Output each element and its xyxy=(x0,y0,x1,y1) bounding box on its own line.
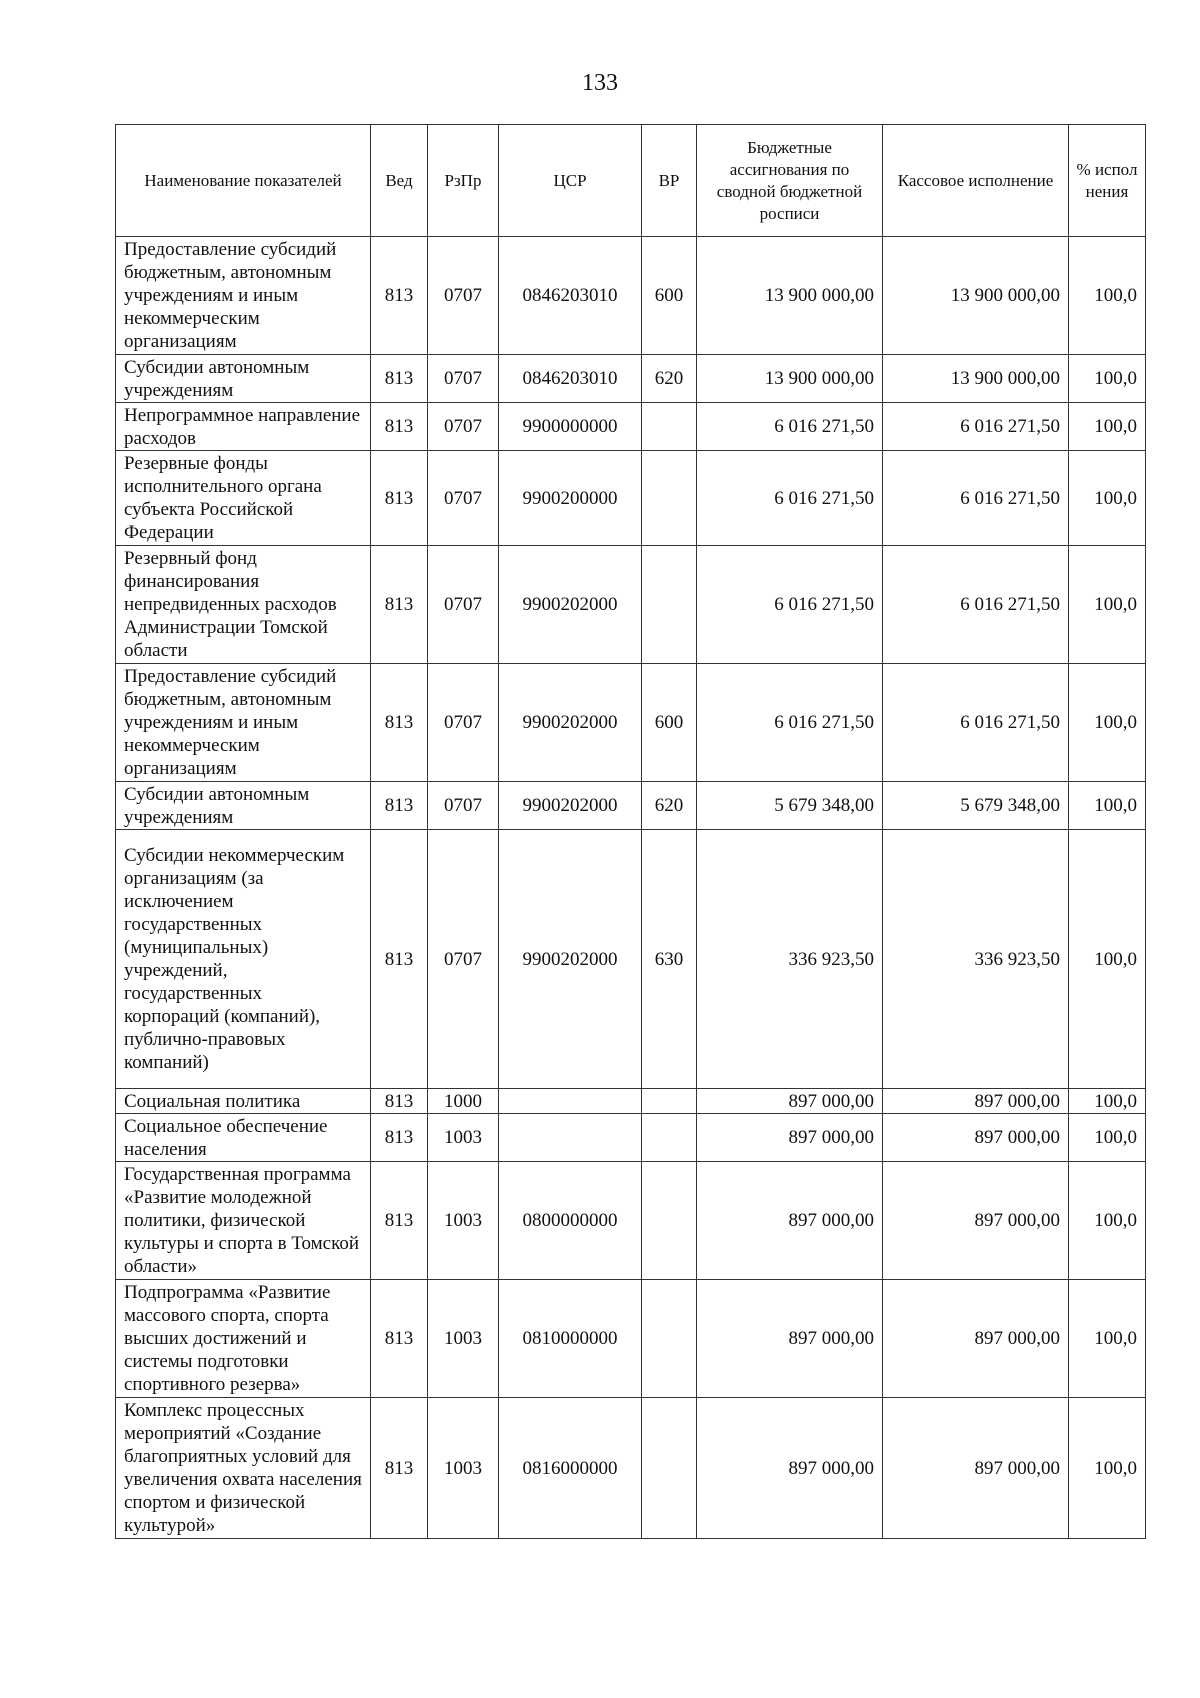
row-cash: 897 000,00 xyxy=(883,1114,1069,1162)
row-budget: 6 016 271,50 xyxy=(697,451,883,546)
row-vr xyxy=(642,1089,697,1114)
row-pct: 100,0 xyxy=(1069,1280,1146,1398)
row-pct: 100,0 xyxy=(1069,664,1146,782)
row-vr xyxy=(642,1398,697,1539)
budget-execution-table xyxy=(115,124,1146,1539)
row-vr xyxy=(642,1162,697,1280)
row-rzpr: 0707 xyxy=(428,237,499,355)
row-budget: 336 923,50 xyxy=(697,830,883,1089)
row-rzpr: 1003 xyxy=(428,1114,499,1162)
row-ved: 813 xyxy=(371,1162,428,1280)
row-name: Непрограммное направление расходов xyxy=(116,403,371,451)
row-csr: 9900202000 xyxy=(499,830,642,1089)
row-cash: 6 016 271,50 xyxy=(883,403,1069,451)
row-budget: 897 000,00 xyxy=(697,1089,883,1114)
row-name: Предоставление субсидий бюджетным, автономным учреждениям и иным некоммерческим организациям xyxy=(116,237,371,355)
header-row xyxy=(116,125,1146,237)
table-row xyxy=(116,1089,1146,1114)
row-vr: 600 xyxy=(642,237,697,355)
row-ved: 813 xyxy=(371,782,428,830)
row-pct: 100,0 xyxy=(1069,1089,1146,1114)
row-budget: 6 016 271,50 xyxy=(697,403,883,451)
row-cash: 6 016 271,50 xyxy=(883,664,1069,782)
row-csr: 0800000000 xyxy=(499,1162,642,1280)
row-budget: 13 900 000,00 xyxy=(697,237,883,355)
row-csr: 9900202000 xyxy=(499,664,642,782)
row-rzpr: 0707 xyxy=(428,546,499,664)
table-row xyxy=(116,830,1146,1089)
row-budget: 13 900 000,00 xyxy=(697,355,883,403)
header-ved: Вед xyxy=(371,125,428,237)
row-rzpr: 0707 xyxy=(428,355,499,403)
row-cash: 897 000,00 xyxy=(883,1089,1069,1114)
row-rzpr: 0707 xyxy=(428,664,499,782)
row-name: Субсидии автономным учреждениям xyxy=(116,355,371,403)
row-pct: 100,0 xyxy=(1069,782,1146,830)
row-name: Социальная политика xyxy=(116,1089,371,1114)
table-row xyxy=(116,1162,1146,1280)
row-budget: 897 000,00 xyxy=(697,1162,883,1280)
table-row xyxy=(116,1398,1146,1539)
table-row xyxy=(116,403,1146,451)
row-csr: 0846203010 xyxy=(499,237,642,355)
row-csr xyxy=(499,1089,642,1114)
row-name: Государственная программа «Развитие молодежной политики, физической культуры и спорта в Томской области» xyxy=(116,1162,371,1280)
table-row xyxy=(116,355,1146,403)
row-pct: 100,0 xyxy=(1069,403,1146,451)
table-row xyxy=(116,1114,1146,1162)
table-row xyxy=(116,1280,1146,1398)
row-pct: 100,0 xyxy=(1069,1162,1146,1280)
row-name: Субсидии некоммерческим организациям (за исключением государственных (муниципальных) учреждений, государственных корпораций (компаний), публично-правовых компаний) xyxy=(116,830,371,1089)
row-budget: 897 000,00 xyxy=(697,1280,883,1398)
row-vr xyxy=(642,1114,697,1162)
row-cash: 897 000,00 xyxy=(883,1280,1069,1398)
row-pct: 100,0 xyxy=(1069,237,1146,355)
row-budget: 897 000,00 xyxy=(697,1398,883,1539)
row-ved: 813 xyxy=(371,830,428,1089)
row-csr: 9900200000 xyxy=(499,451,642,546)
row-cash: 6 016 271,50 xyxy=(883,546,1069,664)
row-ved: 813 xyxy=(371,451,428,546)
row-rzpr: 0707 xyxy=(428,782,499,830)
row-cash: 336 923,50 xyxy=(883,830,1069,1089)
row-name: Резервные фонды исполнительного органа субъекта Российской Федерации xyxy=(116,451,371,546)
row-name: Субсидии автономным учреждениям xyxy=(116,782,371,830)
header-budget: Бюджетные ассигнования по сводной бюджетной росписи xyxy=(697,125,883,237)
row-ved: 813 xyxy=(371,1398,428,1539)
row-rzpr: 1003 xyxy=(428,1280,499,1398)
row-csr: 0810000000 xyxy=(499,1280,642,1398)
row-cash: 13 900 000,00 xyxy=(883,355,1069,403)
row-vr: 630 xyxy=(642,830,697,1089)
row-budget: 5 679 348,00 xyxy=(697,782,883,830)
row-vr xyxy=(642,1280,697,1398)
header-rzpr: РзПр xyxy=(428,125,499,237)
table-header xyxy=(116,125,1146,237)
table-row xyxy=(116,664,1146,782)
row-ved: 813 xyxy=(371,355,428,403)
row-vr xyxy=(642,451,697,546)
row-vr: 620 xyxy=(642,782,697,830)
row-rzpr: 0707 xyxy=(428,830,499,1089)
row-budget: 897 000,00 xyxy=(697,1114,883,1162)
row-rzpr: 1000 xyxy=(428,1089,499,1114)
row-pct: 100,0 xyxy=(1069,355,1146,403)
row-pct: 100,0 xyxy=(1069,451,1146,546)
row-csr: 9900202000 xyxy=(499,782,642,830)
row-rzpr: 1003 xyxy=(428,1398,499,1539)
row-cash: 6 016 271,50 xyxy=(883,451,1069,546)
row-csr: 0816000000 xyxy=(499,1398,642,1539)
header-pct: % испол нения xyxy=(1069,125,1146,237)
row-rzpr: 1003 xyxy=(428,1162,499,1280)
row-cash: 897 000,00 xyxy=(883,1398,1069,1539)
row-cash: 5 679 348,00 xyxy=(883,782,1069,830)
row-name: Комплекс процессных мероприятий «Создание благоприятных условий для увеличения охвата населения спортом и физической культурой» xyxy=(116,1398,371,1539)
row-csr: 9900000000 xyxy=(499,403,642,451)
row-csr: 0846203010 xyxy=(499,355,642,403)
table-row xyxy=(116,237,1146,355)
row-vr xyxy=(642,403,697,451)
row-vr: 620 xyxy=(642,355,697,403)
row-name: Подпрограмма «Развитие массового спорта, спорта высших достижений и системы подготовки спортивного резерва» xyxy=(116,1280,371,1398)
row-rzpr: 0707 xyxy=(428,403,499,451)
table-row xyxy=(116,451,1146,546)
table-row xyxy=(116,546,1146,664)
row-pct: 100,0 xyxy=(1069,1398,1146,1539)
row-csr xyxy=(499,1114,642,1162)
row-ved: 813 xyxy=(371,403,428,451)
row-pct: 100,0 xyxy=(1069,830,1146,1089)
row-ved: 813 xyxy=(371,1280,428,1398)
table-body xyxy=(116,237,1146,1539)
row-ved: 813 xyxy=(371,546,428,664)
row-csr: 9900202000 xyxy=(499,546,642,664)
row-ved: 813 xyxy=(371,1089,428,1114)
row-pct: 100,0 xyxy=(1069,1114,1146,1162)
row-vr: 600 xyxy=(642,664,697,782)
row-cash: 13 900 000,00 xyxy=(883,237,1069,355)
row-cash: 897 000,00 xyxy=(883,1162,1069,1280)
row-budget: 6 016 271,50 xyxy=(697,546,883,664)
header-csr: ЦСР xyxy=(499,125,642,237)
page-number: 133 xyxy=(582,70,618,96)
row-ved: 813 xyxy=(371,664,428,782)
header-name: Наименование показателей xyxy=(116,125,371,237)
header-cash: Кассовое исполнение xyxy=(883,125,1069,237)
row-name: Предоставление субсидий бюджетным, автономным учреждениям и иным некоммерческим организациям xyxy=(116,664,371,782)
row-pct: 100,0 xyxy=(1069,546,1146,664)
row-rzpr: 0707 xyxy=(428,451,499,546)
row-name: Социальное обеспечение населения xyxy=(116,1114,371,1162)
table-row xyxy=(116,782,1146,830)
header-vr: ВР xyxy=(642,125,697,237)
row-vr xyxy=(642,546,697,664)
row-ved: 813 xyxy=(371,237,428,355)
row-name: Резервный фонд финансирования непредвиденных расходов Администрации Томской области xyxy=(116,546,371,664)
row-budget: 6 016 271,50 xyxy=(697,664,883,782)
row-ved: 813 xyxy=(371,1114,428,1162)
